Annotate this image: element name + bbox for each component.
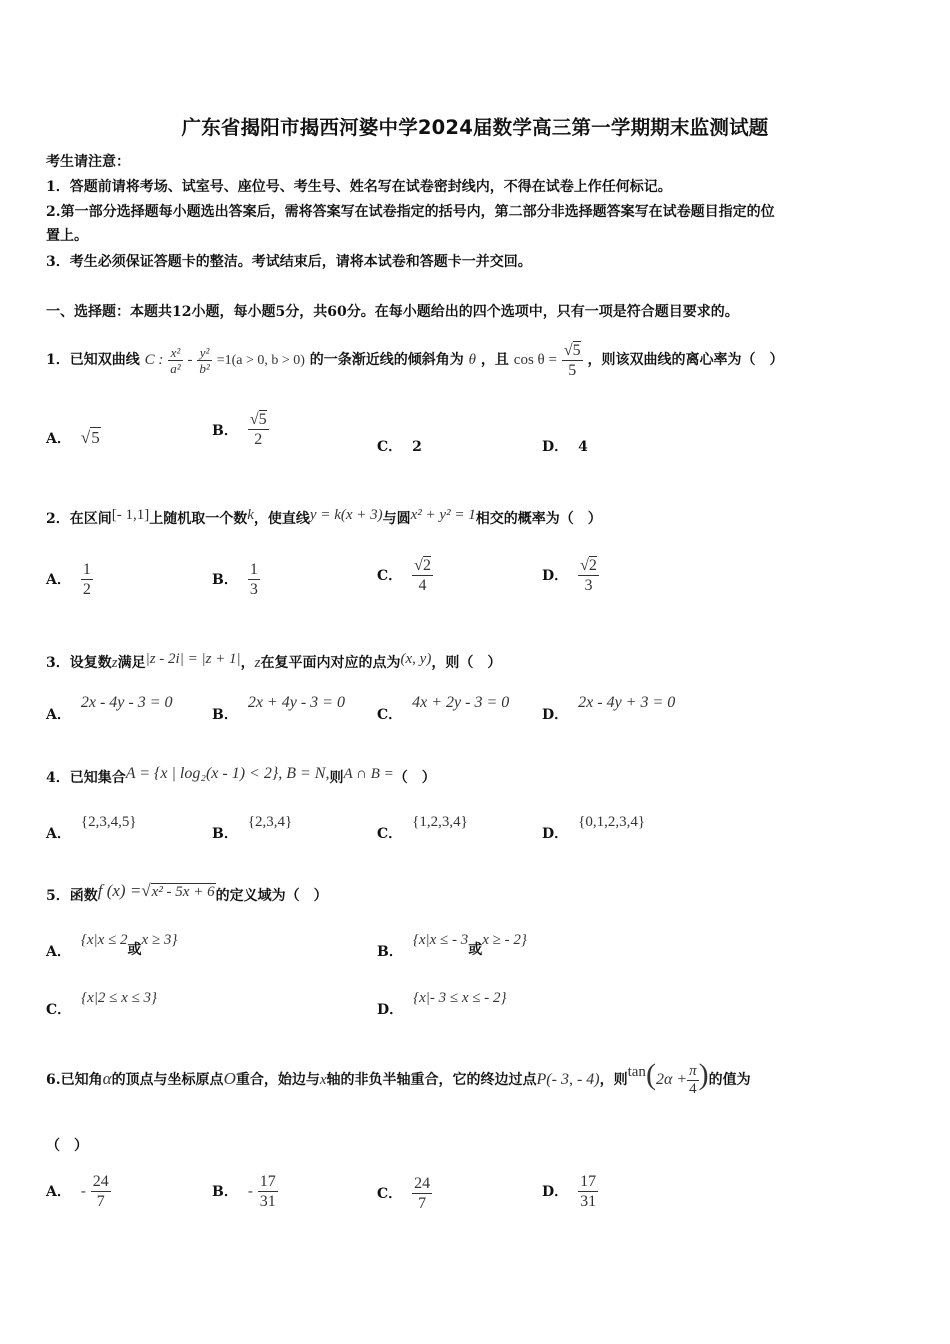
q1-text-a: 1．已知双曲线: [46, 352, 140, 368]
q4-set: A = {x | log₂(x - 1) < 2}, B = N,: [125, 765, 330, 782]
q5-option-a[interactable]: A．{x|x ≤ 2或x ≥ 3}: [46, 932, 178, 960]
q1-cos-frac: $\frac{√5}{5}$: [563, 341, 581, 379]
q5-option-d[interactable]: D．{x|- 3 ≤ x ≤ - 2}: [377, 990, 507, 1018]
question-3: 3．设复数z满足|z - 2i| = |z + 1|，z在复平面内对应的点为(x, y)，则（ ）: [46, 651, 502, 671]
q3-point: (x, y): [400, 651, 432, 667]
q5-option-b[interactable]: B．{x|x ≤ - 3或x ≥ - 2}: [377, 932, 527, 960]
q1-option-b[interactable]: B． $\frac{√5}{2}$: [212, 411, 267, 448]
q5-option-c[interactable]: C．{x|2 ≤ x ≤ 3}: [46, 990, 158, 1018]
notice-item-2: 2.第一部分选择题每小题选出答案后，需将答案写在试卷指定的括号内，第二部分非选择题答案写在试卷题目指定的位: [46, 204, 775, 220]
q1-text-b: 的一条渐近线的倾斜角为: [309, 352, 464, 368]
q1-cos: cos θ =: [513, 352, 557, 368]
q6-option-b[interactable]: B． - $\frac{17}{31}$: [212, 1173, 276, 1210]
q6-paren: （ ）: [46, 1138, 88, 1154]
notice-heading: 考生请注意：: [46, 154, 130, 170]
q2-option-a[interactable]: A． $\frac{1}{2}$: [46, 561, 91, 598]
q1-theta: θ: [468, 352, 477, 368]
q2-interval: [- 1,1]: [111, 507, 150, 523]
q3-option-d[interactable]: D．2x - 4y + 3 = 0: [542, 694, 676, 723]
section-heading: 一、选择题：本题共12小题，每小题5分，共60分。在每小题给出的四个选项中，只有一项是符合题目要求的。: [46, 304, 739, 320]
q1-option-d[interactable]: D． 4: [542, 439, 588, 455]
q4-option-d[interactable]: D．{0,1,2,3,4}: [542, 814, 646, 842]
q2-option-c[interactable]: C． $\frac{√2}{4}$: [377, 557, 431, 594]
q2-k: k: [247, 507, 254, 523]
q1-text-c: ，且: [480, 352, 509, 368]
q4-expr: A ∩ B =: [343, 766, 394, 782]
q4-option-b[interactable]: B．{2,3,4}: [212, 814, 293, 842]
q4-option-c[interactable]: C．{1,2,3,4}: [377, 814, 468, 842]
q2-line: y = k(x + 3): [309, 507, 383, 523]
q6-option-d[interactable]: D． $\frac{17}{31}$: [542, 1173, 597, 1210]
q3-option-b[interactable]: B．2x + 4y - 3 = 0: [212, 694, 345, 723]
question-6: 6.已知角α的顶点与坐标原点O重合，始边与x轴的非负半轴重合，它的终边过点P(- 3, - 4)，则tan(2α + $\frac{\pi}{4}$ )的值为: [46, 1058, 751, 1097]
q6-point: P(- 3, - 4): [536, 1071, 600, 1088]
q1-option-c[interactable]: C． 2: [377, 439, 422, 455]
question-5: 5．函数f (x) =√x² - 5x + 6的定义域为（ ）: [46, 881, 328, 904]
q2-option-b[interactable]: B． $\frac{1}{3}$: [212, 561, 258, 598]
q1-option-a[interactable]: A． √5: [46, 428, 100, 447]
notice-item-3: 3．考生必须保证答题卡的整洁。考试结束后，请将本试卷和答题卡一并交回。: [46, 254, 532, 270]
q2-option-d[interactable]: D． $\frac{√2}{3}$: [542, 557, 597, 594]
q3-option-a[interactable]: A．2x - 4y - 3 = 0: [46, 694, 173, 723]
q6-option-c[interactable]: C． $\frac{24}{7}$: [377, 1175, 431, 1212]
notice-item-2-cont: 置上。: [46, 228, 88, 244]
q1-cond: =1(a > 0, b > 0): [216, 353, 305, 368]
question-4: 4．已知集合A = {x | log₂(x - 1) < 2}, B = N,则A ∩ B =（ ）: [46, 765, 436, 786]
q4-option-a[interactable]: A．{2,3,4,5}: [46, 814, 137, 842]
question-1: 1．已知双曲线 C : $\frac{\text{x²}}{\text{a²}}$ - $\frac{\text{y²}}{\text{b²}}$ =1(a > 0, b > 0) 的一条渐近线的倾斜角为 θ ，且 cos θ = $\frac{√5}{5}$ ，则该双曲线的离心率为（ ）: [46, 341, 784, 379]
q1-curve: C :: [144, 352, 164, 368]
q1-frac-y: $\frac{\text{y²}}{\text{b²}}$: [199, 344, 210, 376]
q1-text-d: ，则该双曲线的离心率为（ ）: [587, 352, 784, 368]
q3-cond: |z - 2i| = |z + 1|: [145, 651, 241, 667]
q6-option-a[interactable]: A． - $\frac{24}{7}$: [46, 1173, 109, 1210]
q5-radicand: x² - 5x + 6: [151, 884, 215, 900]
q1-frac-x: $\frac{\text{x²}}{\text{a²}}$: [170, 344, 181, 376]
page-title: 广东省揭阳市揭西河婆中学2024届数学高三第一学期期末监测试题: [181, 116, 769, 139]
notice-item-1: 1．答题前请将考场、试室号、座位号、考生号、姓名写在试卷密封线内，不得在试卷上作任何标记。: [46, 179, 672, 195]
q2-circle: x² + y² = 1: [410, 507, 476, 523]
q5-fx: f (x) =: [97, 881, 142, 900]
question-2: 2．在区间[- 1,1]上随机取一个数k，使直线y = k(x + 3)与圆x² + y² = 1相交的概率为（ ）: [46, 507, 602, 527]
q3-option-c[interactable]: C．4x + 2y - 3 = 0: [377, 694, 510, 723]
